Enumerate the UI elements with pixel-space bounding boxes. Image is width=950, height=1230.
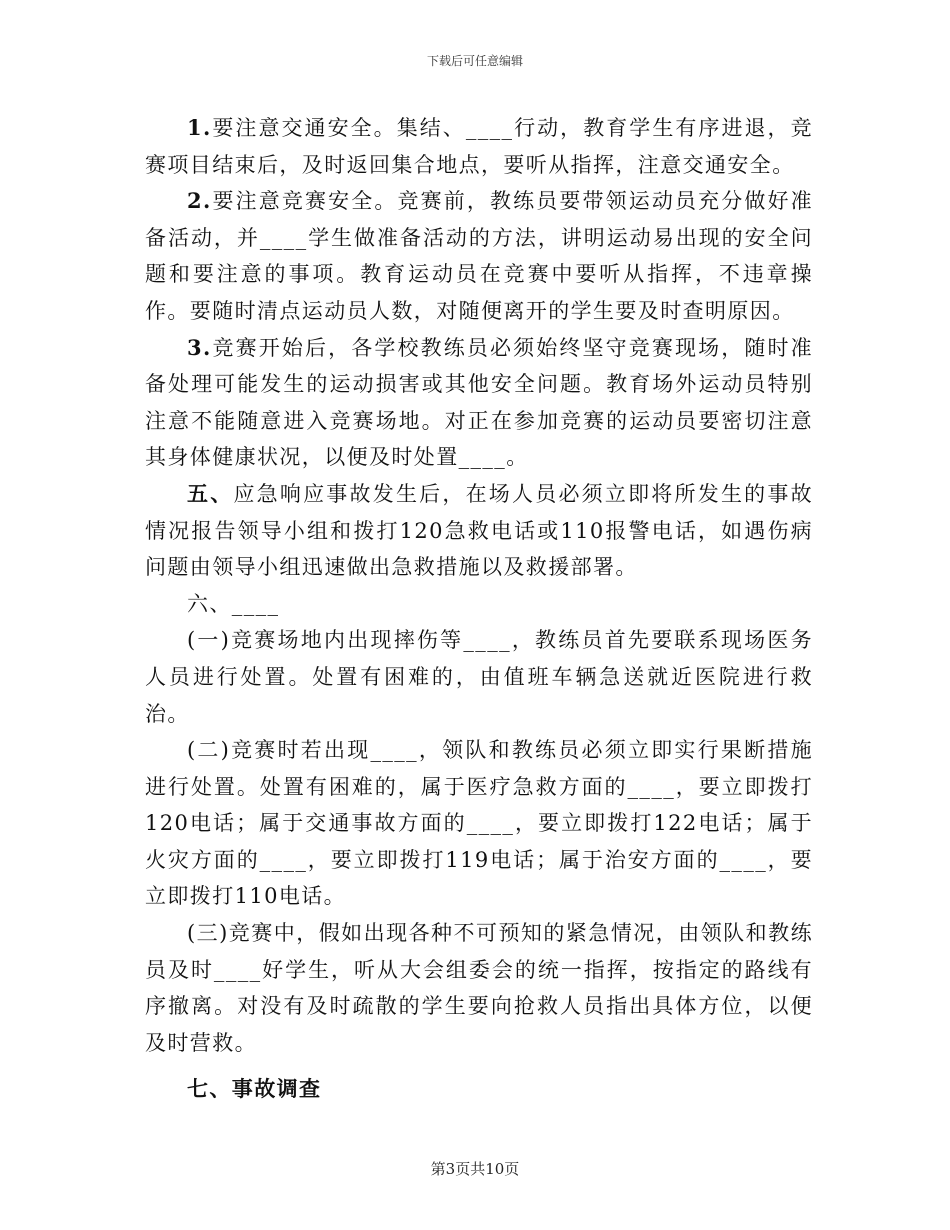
section-number: 五、	[187, 480, 234, 506]
section-7-heading: 七、事故调查	[187, 1076, 322, 1102]
paragraph-1	[145, 110, 813, 183]
document-body	[145, 110, 813, 1108]
section-5	[145, 476, 813, 586]
paragraph-number: 3.	[187, 334, 212, 360]
paragraph-text: (二)竞赛时若出现____，领队和教练员必须立即实行果断措施进行处置。处置有困难的，属于医疗急救方面的____，要立即拨打120电话；属于交通事故方面的____，要立即拨打122电话；属于火灾方面的____，要立即拨打119电话；属于治安方面的____，要立即拨打110电话。	[145, 738, 813, 909]
paragraph-text: 应急响应事故发生后，在场人员必须立即将所发生的事故情况报告领导小组和拨打120急救电话或110报警电话，如遇伤病问题由领导小组迅速做出急救措施以及救援部署。	[145, 481, 813, 580]
paragraph-2	[145, 183, 813, 329]
paragraph-text: 竞赛开始后，各学校教练员必须始终坚守竞赛现场，随时准备处理可能发生的运动损害或其他安全问题。教育场外运动员特别注意不能随意进入竞赛场地。对正在参加竞赛的运动员要密切注意其身体健康状况，以便及时处置____。	[145, 335, 813, 470]
paragraph-number: 2.	[187, 188, 212, 214]
subsection-1	[145, 622, 813, 732]
section-6-heading	[145, 586, 813, 623]
paragraph-text: 要注意竞赛安全。竞赛前，教练员要带领运动员充分做好准备活动，并____学生做准备活动的方法，讲明运动易出现的安全问题和要注意的事项。教育运动员在竞赛中要听从指挥，不违章操作。要随时清点运动员人数，对随便离开的学生要及时查明原因。	[145, 189, 813, 323]
paragraph-text: 六、____	[187, 591, 280, 616]
page-footer: 第3页共10页	[430, 1160, 520, 1178]
paragraph-text: 要注意交通安全。集结、____行动，教育学生有序进退，竞赛项目结束后，及时返回集合地点，要听从指挥，注意交通安全。	[145, 116, 813, 177]
paragraph-3	[145, 330, 813, 476]
page-header: 下载后可任意编辑	[426, 54, 523, 68]
paragraph-text: (一)竞赛场地内出现摔伤等____，教练员首先要联系现场医务人员进行处置。处置有困难的，由值班车辆急送就近医院进行救治。	[145, 628, 813, 726]
subsection-3	[145, 915, 813, 1061]
paragraph-number: 1.	[187, 115, 212, 140]
paragraph-text: (三)竞赛中，假如出现各种不可预知的紧急情况，由领队和教练员及时____好学生，听从大会组委会的统一指挥，按指定的路线有序撤离。对没有及时疏散的学生要向抢救人员指出具体方位，以便及时营救。	[145, 921, 813, 1055]
subsection-2	[145, 732, 813, 915]
